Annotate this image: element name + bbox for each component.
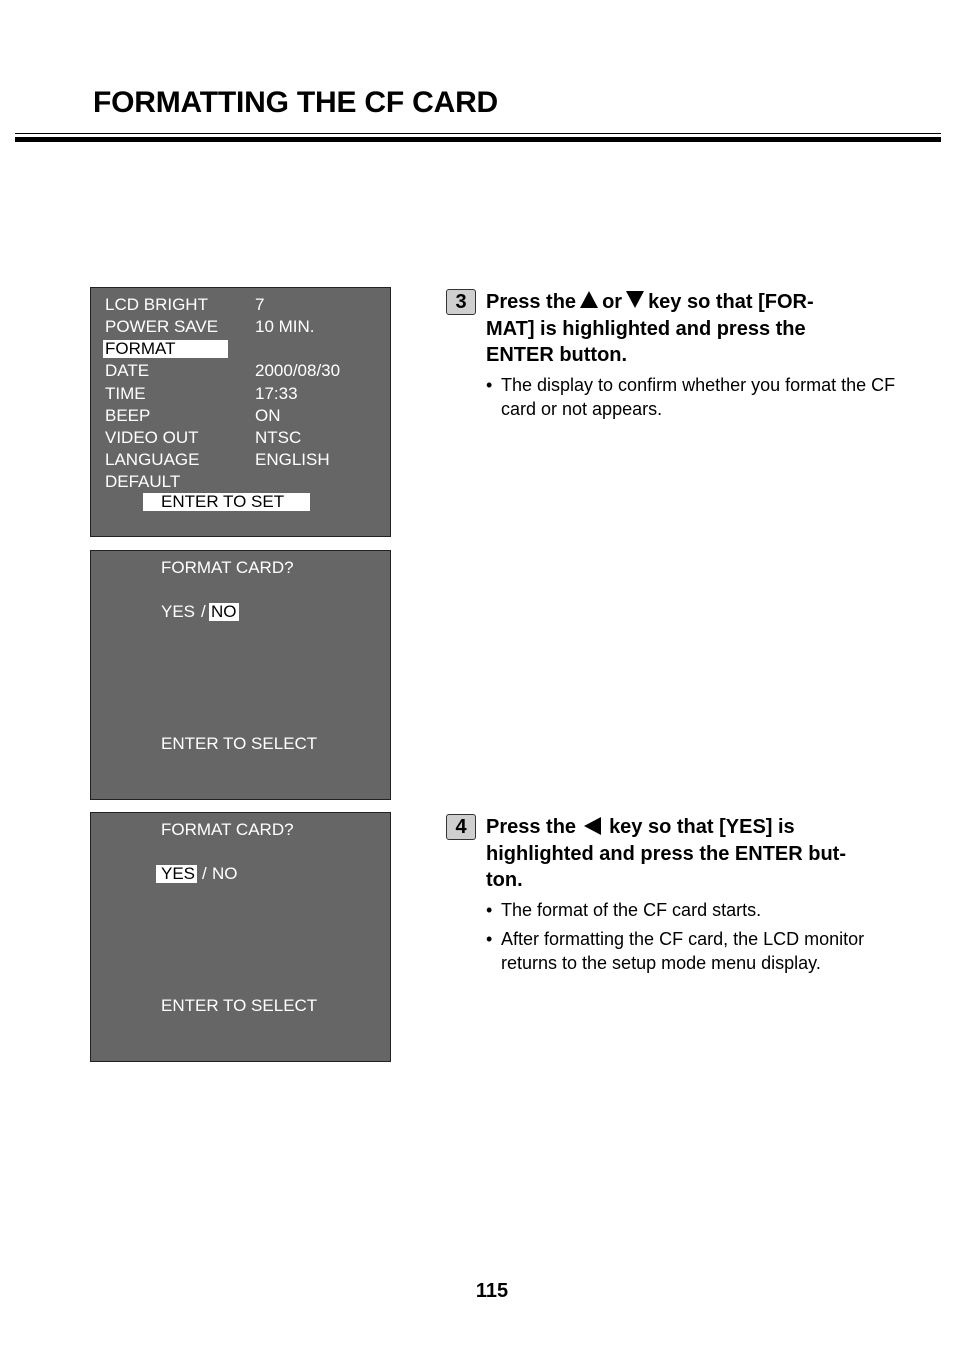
option-yes: YES [161,602,196,621]
option-slash: / [201,602,206,621]
menu-value-date: 2000/08/30 [255,361,341,380]
menu-label-language: LANGUAGE [105,450,200,469]
page-title: FORMATTING THE CF CARD [93,86,498,119]
step-3-note: • The display to confirm whether you format the CF card or not appears. [486,375,896,419]
menu-label-default: DEFAULT [105,472,181,491]
menu-value-language: ENGLISH [255,450,330,469]
option-no-highlighted: NO [211,602,237,621]
down-triangle-icon [626,291,644,308]
title-rule-thin [15,133,941,134]
enter-to-select-label: ENTER TO SELECT [161,734,318,753]
step-number-badge: 3 [446,289,476,315]
up-triangle-icon [580,291,598,308]
menu-value-lcd-bright: 7 [255,295,265,314]
menu-label-format-highlighted: FORMAT [103,340,228,358]
step-4-note-1: • The format of the CF card starts. [486,900,762,920]
page-number: 115 [475,1280,509,1302]
menu-label-beep: BEEP [105,406,151,425]
format-card-question: FORMAT CARD? [161,558,294,577]
step-4-instruction: Press the key so that [YES] is highlighted and press the ENTER but- ton. [486,816,846,891]
menu-label-date: DATE [105,361,150,380]
option-yes-highlighted: YES [156,865,197,883]
step-4-note-2: • After formatting the CF card, the LCD monitor returns to the setup mode menu display. [486,929,865,973]
enter-to-set-banner: ENTER TO SET [143,493,310,511]
title-rule-thick [15,137,941,142]
option-no: NO [212,864,238,883]
menu-label-lcd-bright: LCD BRIGHT [105,295,208,314]
lcd-setup-menu [90,287,391,537]
option-slash: / [202,864,207,883]
menu-value-beep: ON [255,406,281,425]
menu-label-power-save: POWER SAVE [105,317,219,336]
step-3-instruction: Press the or key so that [FOR- MAT] is highlighted and press the ENTER button. [486,291,814,366]
menu-label-time: TIME [105,384,146,403]
menu-value-power-save: 10 MIN. [255,317,315,336]
enter-to-select-label: ENTER TO SELECT [161,996,318,1015]
lcd-format-confirm-yes [90,812,391,1062]
menu-value-video-out: NTSC [255,428,302,447]
left-triangle-icon [584,817,601,835]
format-card-question: FORMAT CARD? [161,820,294,839]
menu-label-video-out: VIDEO OUT [105,428,199,447]
menu-value-time: 17:33 [255,384,298,403]
lcd-format-confirm-no [90,550,391,800]
step-number-badge: 4 [446,814,476,840]
